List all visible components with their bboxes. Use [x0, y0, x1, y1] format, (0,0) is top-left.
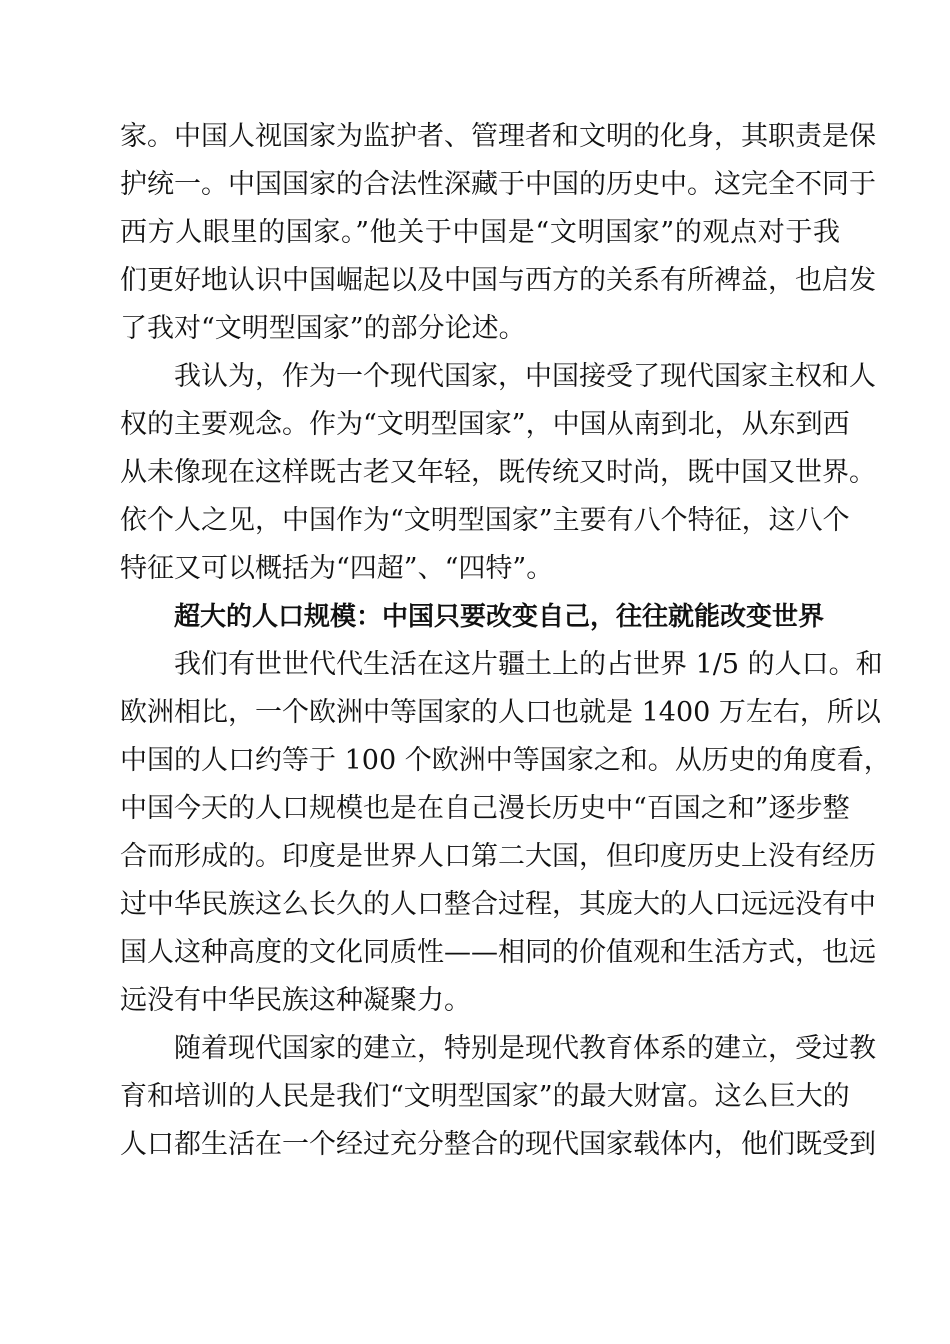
text-line: 中国的人口约等于 100 个欧洲中等国家之和。从历史的角度看，: [120, 745, 891, 776]
text-line: 依个人之见，中国作为“文明型国家”主要有八个特征，这八个: [120, 505, 850, 536]
text-line: 育和培训的人民是我们“文明型国家”的最大财富。这么巨大的: [120, 1081, 850, 1112]
section-heading: 超大的人口规模：中国只要改变自己，往往就能改变世界: [174, 602, 825, 632]
text-line: 国人这种高度的文化同质性——相同的价值观和生活方式，也远: [120, 937, 876, 968]
text-line: 了我对“文明型国家”的部分论述。: [120, 313, 526, 344]
text-line: 西方人眼里的国家。”他关于中国是“文明国家”的观点对于我: [120, 217, 840, 248]
text-line: 家。中国人视国家为监护者、管理者和文明的化身，其职责是保: [120, 121, 876, 152]
text-line: 中国今天的人口规模也是在自己漫长历史中“百国之和”逐步整: [120, 793, 850, 824]
text-line: 远没有中华民族这种凝聚力。: [120, 985, 471, 1016]
text-line: 合而形成的。印度是世界人口第二大国，但印度历史上没有经历: [120, 841, 876, 872]
text-line: 人口都生活在一个经过充分整合的现代国家载体内，他们既受到: [120, 1129, 876, 1160]
text-line: 权的主要观念。作为“文明型国家”，中国从南到北，从东到西: [120, 409, 850, 440]
text-line: 随着现代国家的建立，特别是现代教育体系的建立，受过教: [120, 1033, 876, 1064]
body-text: [120, 113, 891, 1169]
text-line: 们更好地认识中国崛起以及中国与西方的关系有所裨益，也启发: [120, 265, 876, 296]
text-line: 欧洲相比，一个欧洲中等国家的人口也就是 1400 万左右，所以: [120, 697, 881, 728]
text-line: 我认为，作为一个现代国家，中国接受了现代国家主权和人: [120, 361, 876, 392]
text-line: 特征又可以概括为“四超”、“四特”。: [120, 553, 554, 584]
text-line: 从未像现在这样既古老又年轻，既传统又时尚，既中国又世界。: [120, 457, 876, 488]
text-line: 过中华民族这么长久的人口整合过程，其庞大的人口远远没有中: [120, 889, 876, 920]
text-line: 我们有世世代代生活在这片疆土上的占世界 1/5 的人口。和: [120, 649, 883, 680]
text-line: 护统一。中国国家的合法性深藏于中国的历史中。这完全不同于: [120, 169, 876, 200]
